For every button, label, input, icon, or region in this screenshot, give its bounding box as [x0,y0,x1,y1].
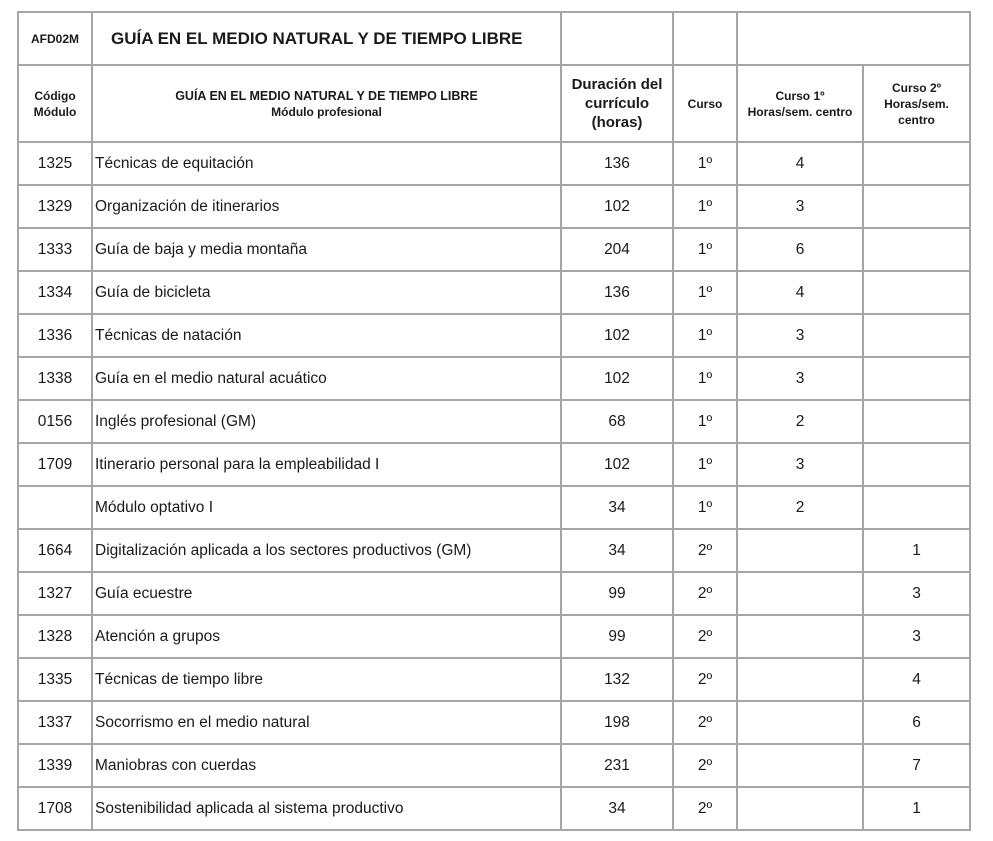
cell-hours: 34 [561,787,673,830]
cell-curso: 2º [673,529,737,572]
cell-curso: 1º [673,357,737,400]
cell-curso2-hours: 4 [863,658,970,701]
cell-curso2-hours: 1 [863,787,970,830]
cell-curso: 2º [673,658,737,701]
cell-curso1-hours [737,615,863,658]
cell-curso: 1º [673,185,737,228]
header-module-subtitle: Módulo profesional [271,104,382,119]
cell-code: 1325 [18,142,92,185]
cell-hours: 136 [561,142,673,185]
cell-module-name: Técnicas de equitación [92,142,561,185]
cell-module-name: Técnicas de tiempo libre [92,658,561,701]
cell-code: 1329 [18,185,92,228]
cell-curso2-hours [863,271,970,314]
cell-code: 1664 [18,529,92,572]
cell-curso1-hours [737,787,863,830]
header-module [92,65,561,142]
table-body [18,12,970,830]
cell-hours: 34 [561,529,673,572]
curriculum-table [17,11,971,831]
table-row [18,486,970,529]
cycle-code: AFD02M [18,12,92,65]
cell-curso: 2º [673,701,737,744]
cell-curso: 1º [673,486,737,529]
cell-curso: 1º [673,228,737,271]
cell-hours: 102 [561,357,673,400]
table-row [18,744,970,787]
title-row [18,12,970,65]
cell-code: 1708 [18,787,92,830]
header-curso: Curso [673,65,737,142]
cell-hours: 34 [561,486,673,529]
cell-code: 1327 [18,572,92,615]
cell-curso: 1º [673,443,737,486]
cell-code: 1328 [18,615,92,658]
cell-hours: 204 [561,228,673,271]
cell-curso1-hours [737,572,863,615]
title-empty-cell [737,12,970,65]
cell-curso: 2º [673,615,737,658]
table-row [18,529,970,572]
header-duration-line: currículo [584,95,650,112]
cell-curso1-hours [737,701,863,744]
cycle-title: GUÍA EN EL MEDIO NATURAL Y DE TIEMPO LIBRE [92,12,561,65]
table-row [18,228,970,271]
cell-curso1-hours [737,744,863,787]
cell-curso: 1º [673,271,737,314]
cell-curso1-hours: 3 [737,314,863,357]
cell-curso2-hours: 7 [863,744,970,787]
cell-code: 1338 [18,357,92,400]
cell-module-name: Guía de baja y media montaña [92,228,561,271]
cell-code: 0156 [18,400,92,443]
header-duration-line: (horas) [591,114,643,131]
cell-curso2-hours: 1 [863,529,970,572]
cell-curso2-hours: 6 [863,701,970,744]
cell-code: 1336 [18,314,92,357]
header-code-line: Código [34,88,76,103]
cell-code [18,486,92,529]
cell-code: 1339 [18,744,92,787]
header-curso2 [863,65,970,142]
cell-curso1-hours: 3 [737,443,863,486]
cell-code: 1335 [18,658,92,701]
header-code-line: Módulo [33,104,77,119]
cell-curso2-hours: 3 [863,572,970,615]
table-row [18,142,970,185]
cell-module-name: Guía ecuestre [92,572,561,615]
header-code [18,65,92,142]
table-row [18,400,970,443]
header-duration [561,65,673,142]
cell-module-name: Organización de itinerarios [92,185,561,228]
cell-hours: 132 [561,658,673,701]
cell-curso: 2º [673,787,737,830]
cell-code: 1337 [18,701,92,744]
header-module-title: GUÍA EN EL MEDIO NATURAL Y DE TIEMPO LIBRE [175,88,478,103]
header-curso2-line: centro [898,112,935,127]
cell-module-name: Socorrismo en el medio natural [92,701,561,744]
cell-curso: 1º [673,142,737,185]
cell-curso1-hours: 3 [737,357,863,400]
header-curso2-line: Horas/sem. [884,96,949,111]
cell-code: 1709 [18,443,92,486]
cell-module-name: Sostenibilidad aplicada al sistema productivo [92,787,561,830]
cell-hours: 231 [561,744,673,787]
cell-curso2-hours [863,142,970,185]
cell-curso: 1º [673,400,737,443]
cell-hours: 99 [561,615,673,658]
cell-curso2-hours [863,443,970,486]
cell-curso: 1º [673,314,737,357]
cell-hours: 136 [561,271,673,314]
table-row [18,701,970,744]
table-row [18,271,970,314]
cell-module-name: Atención a grupos [92,615,561,658]
cell-curso2-hours [863,228,970,271]
table-row [18,314,970,357]
cell-module-name: Inglés profesional (GM) [92,400,561,443]
cell-curso1-hours: 6 [737,228,863,271]
table-row [18,185,970,228]
cell-curso: 2º [673,744,737,787]
title-empty-cell [561,12,673,65]
cell-module-name: Guía en el medio natural acuático [92,357,561,400]
table-row [18,357,970,400]
cell-code: 1334 [18,271,92,314]
header-duration-line: Duración del [571,76,663,93]
table-row [18,443,970,486]
cell-curso2-hours: 3 [863,615,970,658]
cell-hours: 102 [561,314,673,357]
cell-module-name: Digitalización aplicada a los sectores productivos (GM) [92,529,561,572]
title-empty-cell [673,12,737,65]
header-curso1-line: Horas/sem. centro [747,104,853,119]
cell-curso1-hours [737,658,863,701]
cell-curso1-hours: 2 [737,486,863,529]
table-row [18,572,970,615]
cell-hours: 102 [561,443,673,486]
cell-curso1-hours [737,529,863,572]
cell-curso2-hours [863,400,970,443]
header-curso1 [737,65,863,142]
cell-hours: 198 [561,701,673,744]
header-row [18,65,970,142]
header-curso2-line: Curso 2º [891,80,942,95]
cell-curso1-hours: 2 [737,400,863,443]
table-row [18,658,970,701]
cell-curso: 2º [673,572,737,615]
cell-curso1-hours: 4 [737,271,863,314]
cell-code: 1333 [18,228,92,271]
cell-module-name: Módulo optativo I [92,486,561,529]
cell-module-name: Itinerario personal para la empleabilidad I [92,443,561,486]
cell-curso1-hours: 4 [737,142,863,185]
cell-hours: 68 [561,400,673,443]
table-row [18,787,970,830]
cell-curso2-hours [863,314,970,357]
header-curso1-line: Curso 1º [775,88,825,103]
cell-curso2-hours [863,486,970,529]
cell-curso1-hours: 3 [737,185,863,228]
cell-hours: 99 [561,572,673,615]
cell-curso2-hours [863,357,970,400]
cell-curso2-hours [863,185,970,228]
cell-module-name: Maniobras con cuerdas [92,744,561,787]
cell-hours: 102 [561,185,673,228]
table-row [18,615,970,658]
cell-module-name: Técnicas de natación [92,314,561,357]
cell-module-name: Guía de bicicleta [92,271,561,314]
